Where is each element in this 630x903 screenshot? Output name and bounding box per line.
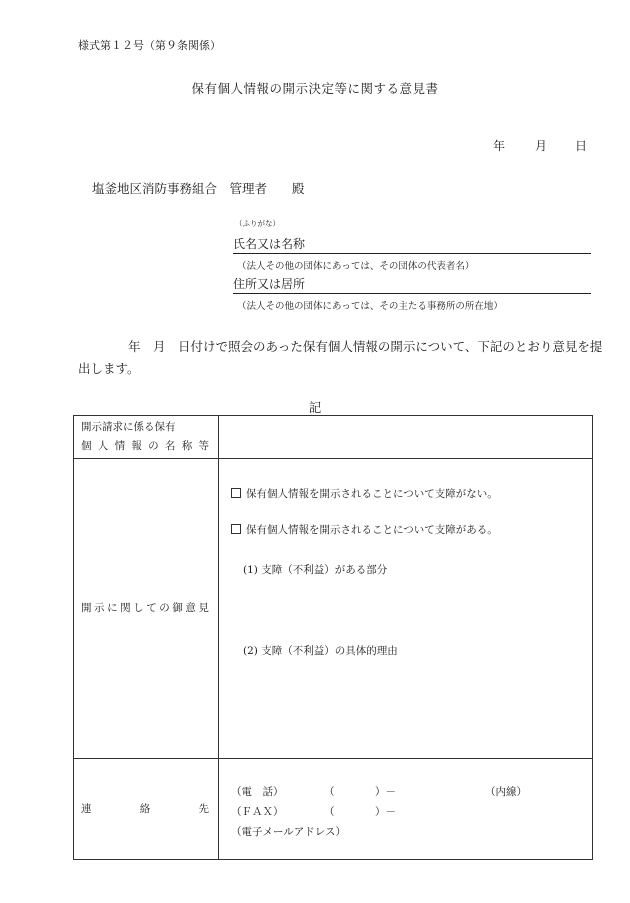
label-char: 称 [181, 440, 193, 452]
extension-label: （内線） [485, 786, 527, 798]
document-title: 保有個人情報の開示決定等に関する意見書 [191, 81, 439, 96]
label-char: 名 [164, 440, 176, 452]
label-char: 見 [198, 602, 209, 614]
obstacle-part-label: (1) 支障（不利益）がある部分 [243, 564, 388, 576]
name-note: （法人その他の団体にあっては、その団体の代表者名） [237, 261, 475, 272]
fax-label: （ＦＡＸ） [231, 806, 284, 818]
address-note: （法人その他の団体にあっては、その主たる事務所の所在地） [237, 301, 503, 312]
label-char: 個 [81, 440, 92, 452]
phone-paren-close: ）－ [375, 786, 396, 798]
date-year: 年 [493, 139, 506, 153]
label-char: て [146, 602, 157, 614]
contact-label [81, 800, 209, 819]
label-char: 関 [120, 602, 131, 614]
label-char: 等 [198, 440, 209, 452]
opinion-table [73, 415, 593, 860]
contact-value-cell [219, 759, 593, 860]
address-field: 住所又は居所 [233, 275, 591, 294]
obstacle-reason-label: (2) 支障（不利益）の具体的理由 [243, 645, 398, 657]
label-char: 意 [185, 602, 196, 614]
checkbox-no-obstacle[interactable] [231, 488, 241, 498]
date-day: 日 [575, 139, 588, 153]
addressee: 塩釜地区消防事務組合 管理者 殿 [92, 181, 305, 196]
form-number-label: 様式第１２号（第９条関係） [78, 39, 221, 52]
label-char: 情 [114, 440, 126, 452]
opinion-label-cell [74, 459, 219, 759]
info-name-label-cell [74, 416, 219, 459]
furigana-label: （ふりがな） [235, 219, 280, 228]
fax-paren-close: ）－ [375, 806, 396, 818]
label-char: 御 [172, 602, 183, 614]
label-char: に [107, 602, 118, 614]
opinion-value-cell [219, 459, 593, 759]
label-char: 絡 [139, 802, 151, 815]
label-char: し [133, 602, 144, 614]
label-char: 報 [131, 440, 142, 452]
option-no-obstacle[interactable]: 保有個人情報を開示されることについて支障がない。 [231, 486, 498, 501]
phone-label: （電 話） [231, 786, 284, 798]
info-name-label-line1: 開示請求に係る保有 [81, 421, 176, 433]
contact-label-cell [74, 759, 219, 860]
label-char: 人 [97, 440, 109, 452]
option-obstacle[interactable]: 保有個人情報を開示されることについて支障がある。 [231, 522, 498, 537]
email-label: （電子メールアドレス） [231, 826, 346, 838]
fax-paren-open: （ [324, 806, 335, 818]
phone-paren-open: （ [324, 786, 335, 798]
opinion-label [81, 599, 209, 618]
label-char: 示 [94, 602, 105, 614]
label-char: の [159, 602, 170, 614]
label-char: 先 [198, 802, 209, 815]
name-field: 氏名又は名称 [233, 235, 591, 254]
label-char: 開 [81, 602, 92, 614]
ki-heading: 記 [308, 400, 322, 415]
info-name-label-line2 [81, 437, 209, 456]
body-paragraph: 年 月 日付けで照会のあった保有個人情報の開示について、下記のとおり意見を提出します。 [78, 339, 603, 376]
label-char: の [148, 440, 159, 452]
date-month: 月 [535, 139, 548, 153]
date-line [493, 137, 587, 154]
info-name-value-cell[interactable] [219, 416, 593, 459]
checkbox-obstacle[interactable] [231, 524, 241, 534]
label-char: 連 [81, 802, 92, 815]
